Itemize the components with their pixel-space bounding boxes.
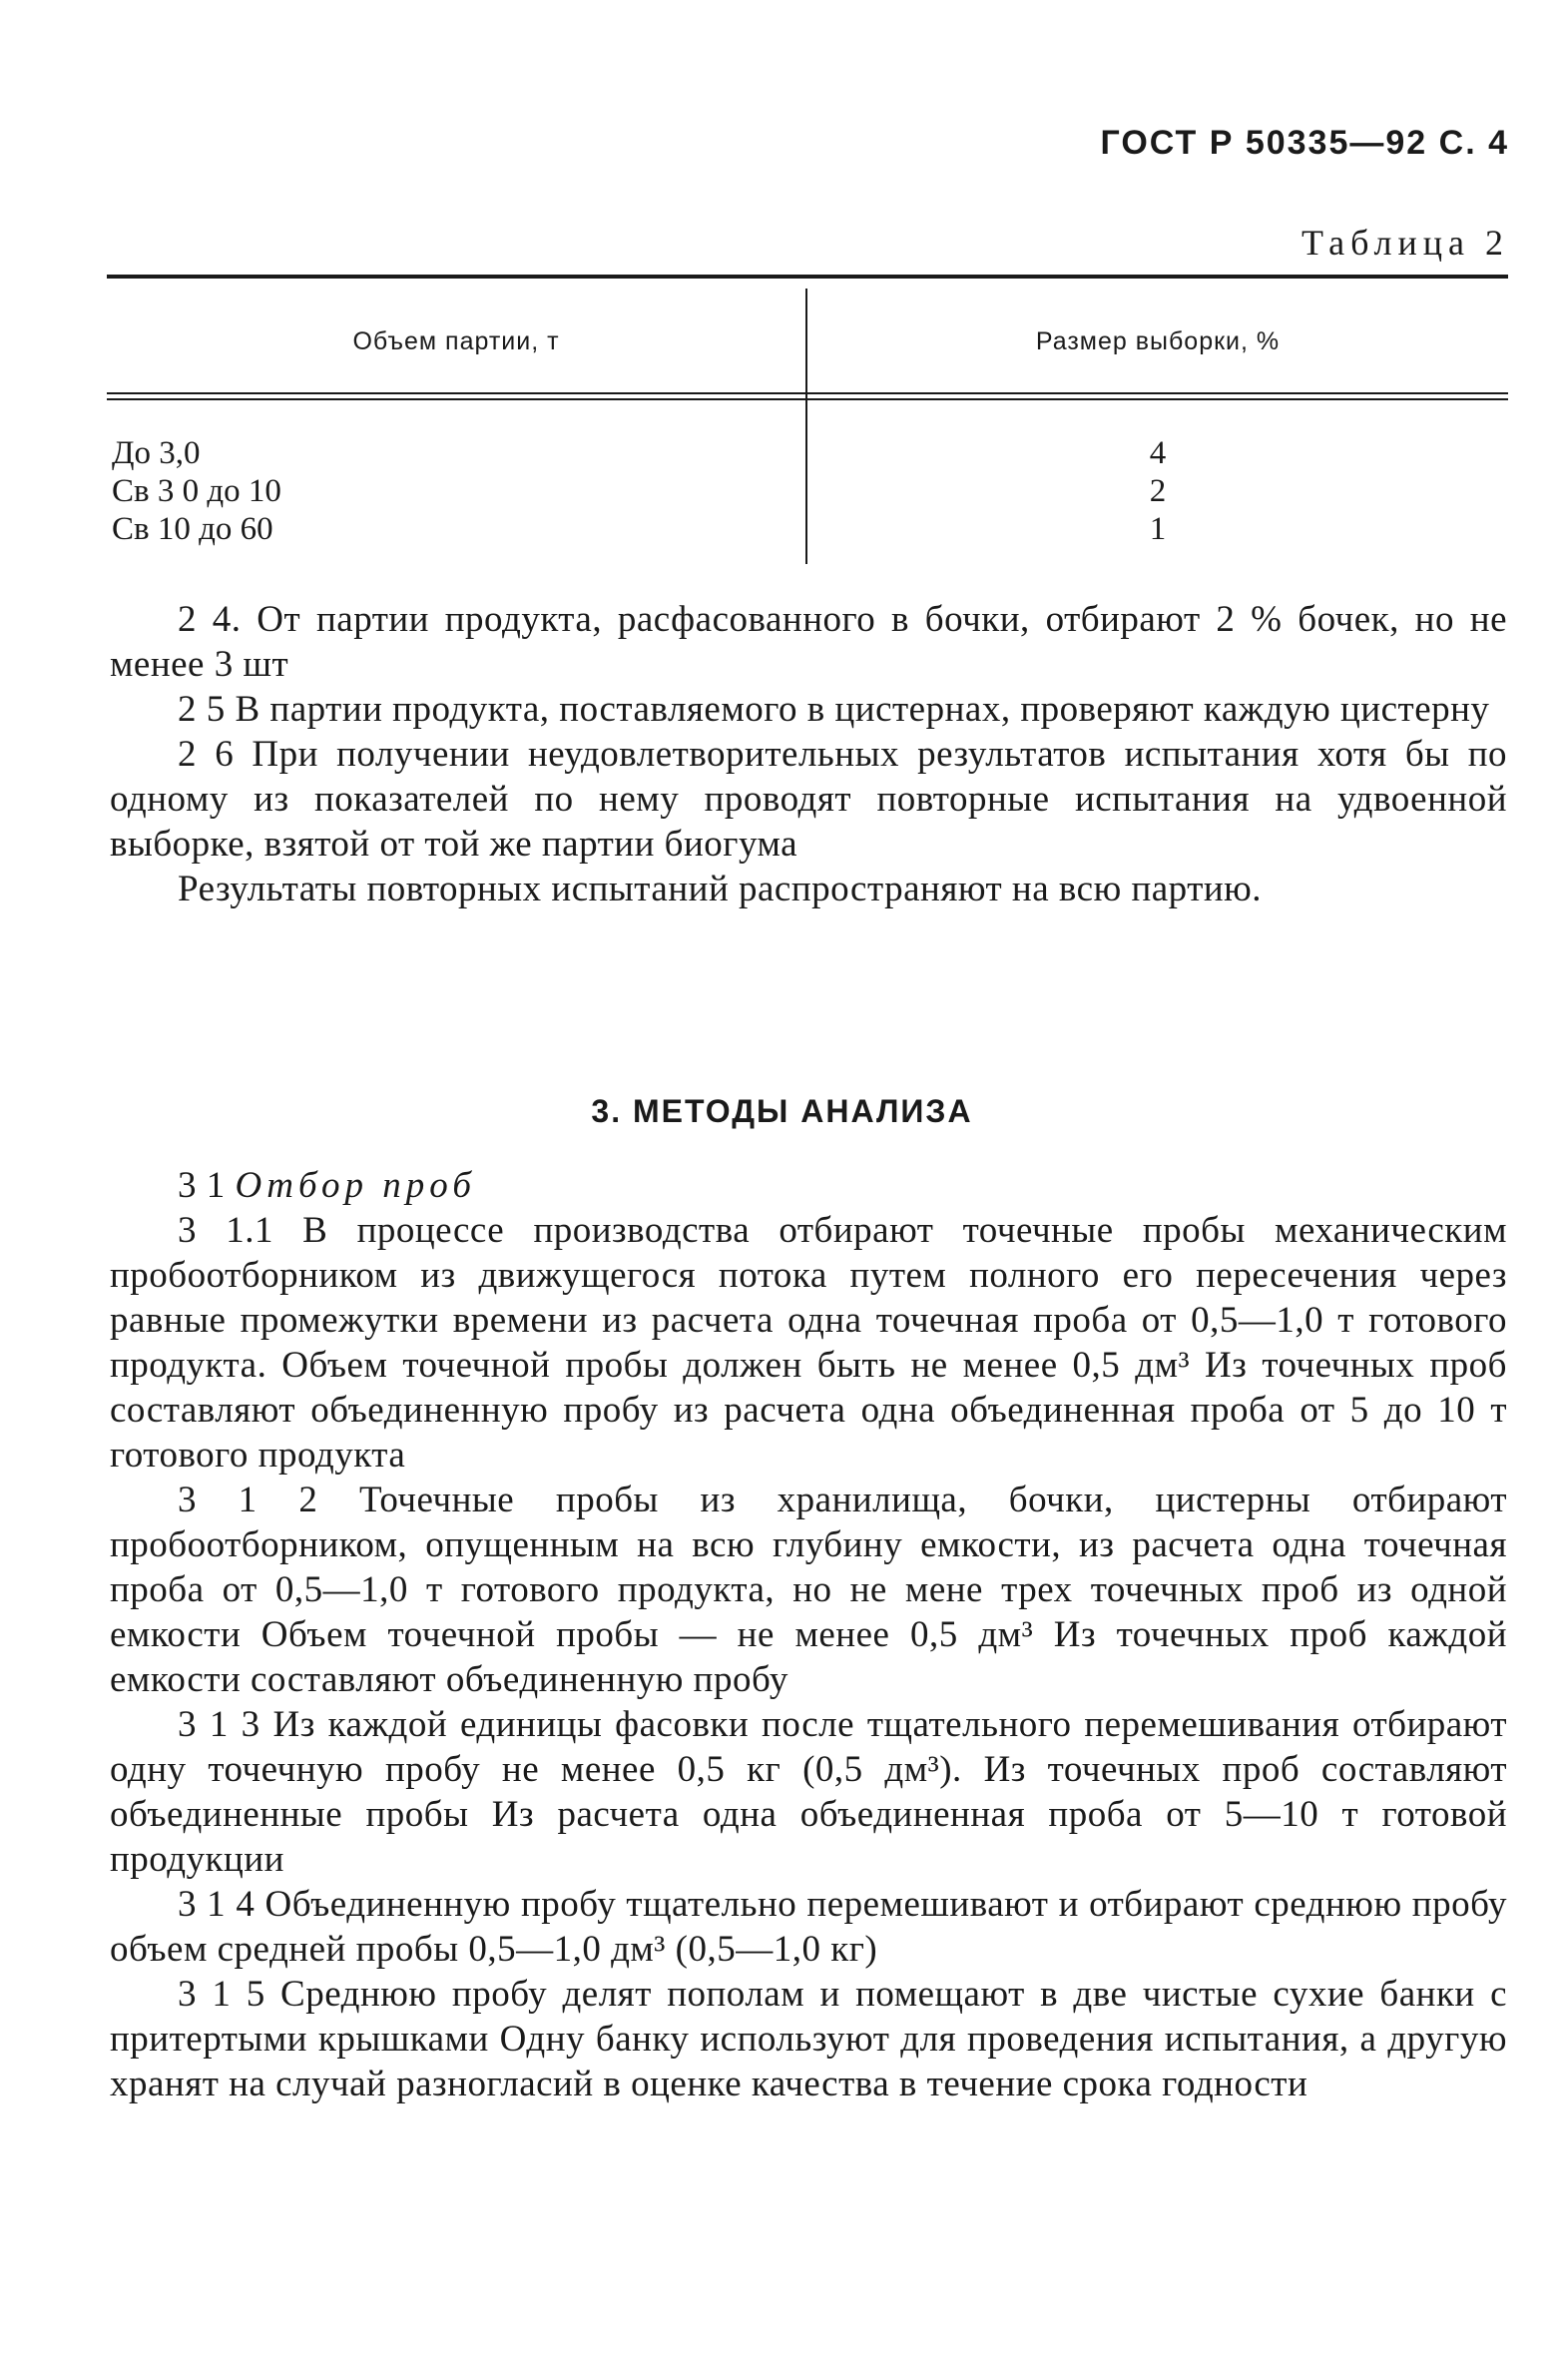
paragraph-3-1-3: 3 1 3 Из каждой единицы фасовки после тщательного перемешивания отбирают одну точечную пробу не менее 0,5 кг (0,5 дм³). Из точечных проб составляют объединенные пробы Из расчета одна объединенная проба от 5—10 т готовой продукции [110,1704,1507,1880]
table-cell-sample-size: 4 [1149,435,1167,471]
paragraph-3-1-1: 3 1.1 В процессе производства отбирают точечные пробы механическим пробоотборником из движущегося потока путем полного его пересечения через равные промежутки времени из расчета одна точечная проба от 0,5—1,0 т готового продукта. Объем точечной пробы должен быть не менее 0,5 дм³ Из точечных проб составляют объединенную пробу из расчета одна объединенная проба от 5 до 10 т готового продукта [110,1210,1507,1476]
table-top-rule [107,275,1508,279]
table-header-lot-volume: Объем партии, т [352,327,560,355]
section-3-title: 3. МЕТОДЫ АНАЛИЗА [591,1093,973,1129]
paragraph-2-6: 2 6 При получении неудовлетворительных результатов испытания хотя бы по одному из показателей по нему проводят повторные испытания на удвоенной выборке, взятой от той же партии биогума [110,734,1507,865]
table-header-sample-size: Размер выборки, % [1035,327,1281,355]
table-header-rule-double [107,398,1508,400]
table-cell-sample-size: 1 [1149,511,1167,547]
table-cell-sample-size: 2 [1149,473,1167,509]
table-cell-lot-volume: До 3,0 [112,435,201,471]
table-body [107,434,1508,548]
paragraph-3-1-4: 3 1 4 Объединенную пробу тщательно перемешивают и отбирают среднюю пробу объем средней пробы 0,5—1,0 дм³ (0,5—1,0 кг) [110,1884,1507,1970]
paragraph-2-6-continued: Результаты повторных испытаний распространяют на всю партию. [178,869,1263,909]
table-caption: Таблица 2 [1302,223,1509,263]
section-3-text [110,1163,1507,2106]
paragraph-2-5: 2 5 В партии продукта, поставляемого в цистернах, проверяют каждую цистерну [178,689,1490,730]
table-cell-lot-volume: Св 10 до 60 [112,511,273,547]
subsection-number: 3 1 [178,1165,226,1206]
table-row [107,510,1508,548]
paragraph-2-4: 2 4. От партии продукта, расфасованного в бочки, отбирают 2 % бочек, но не менее 3 шт [110,599,1507,685]
table-header-rule [107,392,1508,394]
table-row [107,434,1508,472]
table-row [107,472,1508,510]
table-cell-lot-volume: Св 3 0 до 10 [112,473,281,509]
sample-size-table [107,275,1508,564]
paragraph-3-1-2: 3 1 2 Точечные пробы из хранилища, бочки, цистерны отбирают пробоотборником, опущенным на всю глубину емкости, из расчета одна точечная проба от 0,5—1,0 т готового продукта, но не мене трех точечных проб из одной емкости Объем точечной пробы — не менее 0,5 дм³ Из точечных проб каждой емкости составляют объединенную пробу [110,1480,1507,1700]
subsection-title: Отбор проб [235,1165,476,1206]
subsection-3-1-heading [110,1163,1507,1208]
section-2-text [110,597,1507,911]
paragraph-3-1-5: 3 1 5 Среднюю пробу делят пополам и помещают в две чистые сухие банки с притертыми крышками Одну банку используют для проведения испытания, а другую хранят на случай разногласий в оценке качества в течение срока годности [110,1974,1507,2104]
page-header: ГОСТ Р 50335—92 С. 4 [1100,124,1509,162]
